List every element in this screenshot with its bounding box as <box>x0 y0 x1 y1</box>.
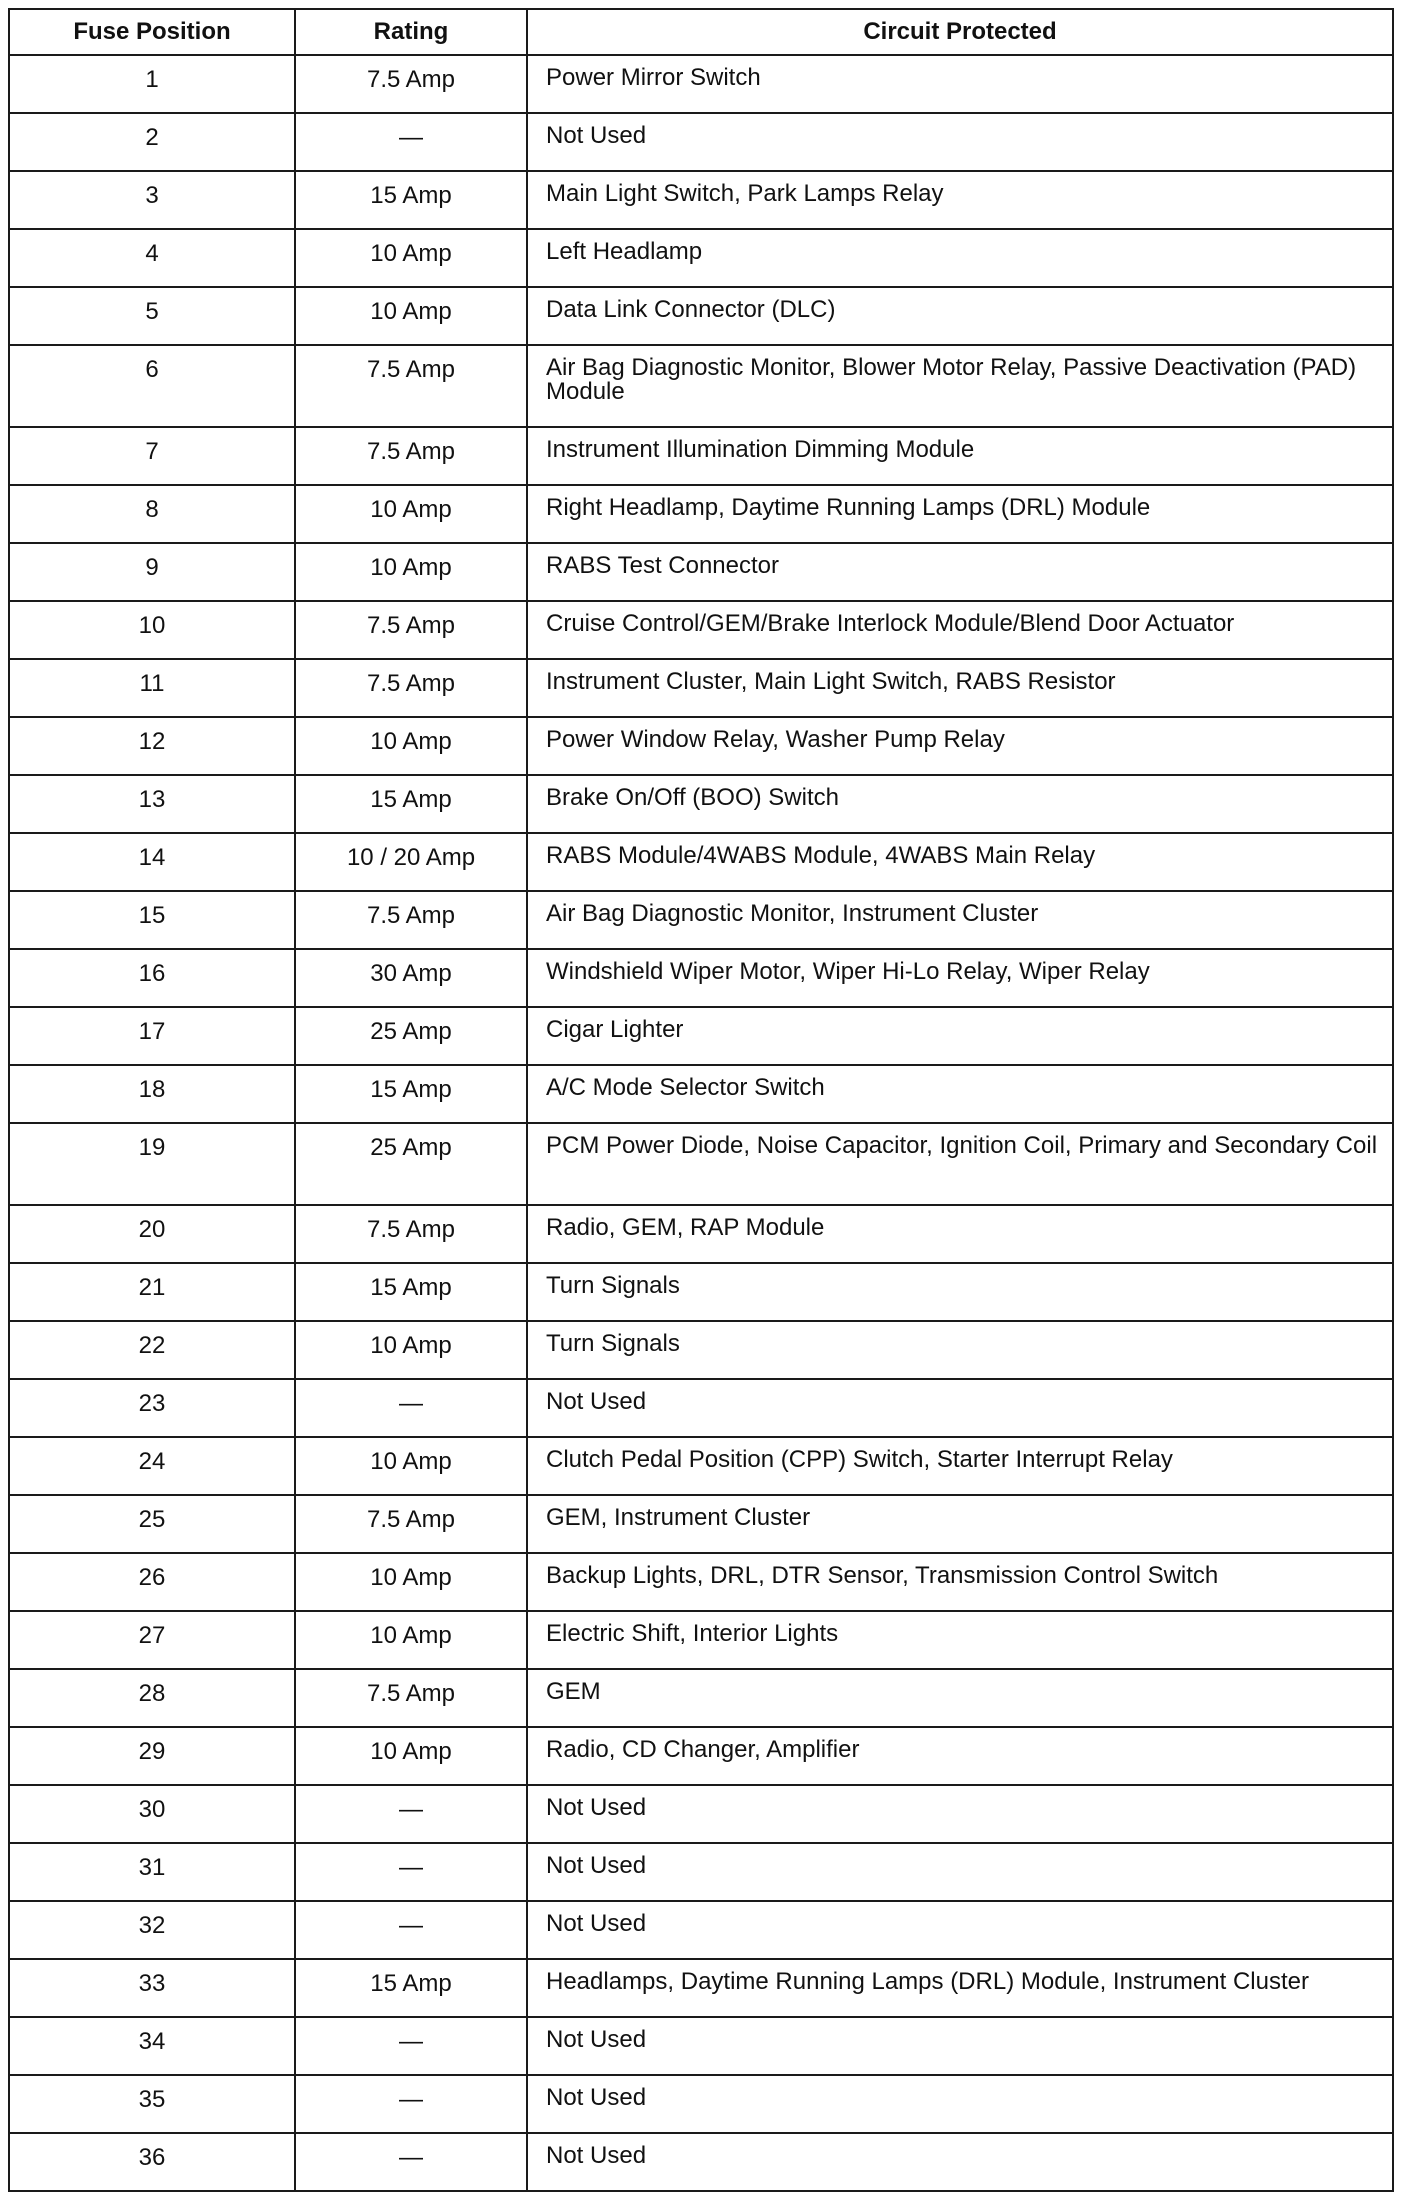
fuse-position-cell: 3 <box>9 171 295 229</box>
rating-cell: 10 Amp <box>295 229 527 287</box>
table-row <box>9 427 1393 485</box>
rating-cell: — <box>295 113 527 171</box>
fuse-position-cell: 16 <box>9 949 295 1007</box>
circuit-protected-cell: Windshield Wiper Motor, Wiper Hi-Lo Relay, Wiper Relay <box>527 949 1393 1007</box>
table-row <box>9 1437 1393 1495</box>
fuse-position-cell: 5 <box>9 287 295 345</box>
rating-cell: — <box>295 1901 527 1959</box>
rating-cell: 10 / 20 Amp <box>295 833 527 891</box>
rating-cell: — <box>295 2075 527 2133</box>
circuit-protected-cell: Headlamps, Daytime Running Lamps (DRL) Module, Instrument Cluster <box>527 1959 1393 2017</box>
fuse-position-cell: 18 <box>9 1065 295 1123</box>
circuit-protected-cell: Radio, CD Changer, Amplifier <box>527 1727 1393 1785</box>
header-fuse-position: Fuse Position <box>9 9 295 55</box>
fuse-position-cell: 1 <box>9 55 295 113</box>
rating-cell: 10 Amp <box>295 1553 527 1611</box>
rating-cell: 7.5 Amp <box>295 659 527 717</box>
table-row <box>9 2133 1393 2191</box>
table-row <box>9 229 1393 287</box>
table-row <box>9 113 1393 171</box>
circuit-protected-cell: GEM <box>527 1669 1393 1727</box>
table-row <box>9 1785 1393 1843</box>
table-header-row <box>9 9 1393 55</box>
rating-cell: 10 Amp <box>295 1727 527 1785</box>
fuse-position-cell: 33 <box>9 1959 295 2017</box>
rating-cell: 7.5 Amp <box>295 345 527 427</box>
fuse-position-cell: 34 <box>9 2017 295 2075</box>
circuit-protected-cell: Air Bag Diagnostic Monitor, Blower Motor Relay, Passive Deactivation (PAD) Module <box>527 345 1393 427</box>
circuit-protected-cell: Not Used <box>527 2017 1393 2075</box>
circuit-protected-cell: Not Used <box>527 1843 1393 1901</box>
table-row <box>9 1669 1393 1727</box>
fuse-table <box>8 8 1394 2192</box>
rating-cell: 10 Amp <box>295 1437 527 1495</box>
fuse-position-cell: 12 <box>9 717 295 775</box>
circuit-protected-cell: Not Used <box>527 2075 1393 2133</box>
fuse-position-cell: 21 <box>9 1263 295 1321</box>
fuse-position-cell: 4 <box>9 229 295 287</box>
fuse-position-cell: 30 <box>9 1785 295 1843</box>
rating-cell: — <box>295 1379 527 1437</box>
circuit-protected-cell: Not Used <box>527 1379 1393 1437</box>
table-row <box>9 949 1393 1007</box>
circuit-protected-cell: Turn Signals <box>527 1263 1393 1321</box>
fuse-position-cell: 14 <box>9 833 295 891</box>
circuit-protected-cell: Not Used <box>527 113 1393 171</box>
table-row <box>9 1007 1393 1065</box>
fuse-position-cell: 13 <box>9 775 295 833</box>
fuse-position-cell: 11 <box>9 659 295 717</box>
table-row <box>9 485 1393 543</box>
table-row <box>9 1065 1393 1123</box>
fuse-position-cell: 2 <box>9 113 295 171</box>
circuit-protected-cell: Brake On/Off (BOO) Switch <box>527 775 1393 833</box>
rating-cell: 10 Amp <box>295 717 527 775</box>
circuit-protected-cell: Not Used <box>527 1785 1393 1843</box>
fuse-position-cell: 35 <box>9 2075 295 2133</box>
fuse-position-cell: 24 <box>9 1437 295 1495</box>
table-row <box>9 345 1393 427</box>
circuit-protected-cell: Left Headlamp <box>527 229 1393 287</box>
circuit-protected-cell: Clutch Pedal Position (CPP) Switch, Starter Interrupt Relay <box>527 1437 1393 1495</box>
rating-cell: 25 Amp <box>295 1123 527 1205</box>
circuit-protected-cell: Electric Shift, Interior Lights <box>527 1611 1393 1669</box>
rating-cell: 7.5 Amp <box>295 427 527 485</box>
fuse-position-cell: 22 <box>9 1321 295 1379</box>
table-row <box>9 543 1393 601</box>
circuit-protected-cell: Instrument Illumination Dimming Module <box>527 427 1393 485</box>
fuse-position-cell: 29 <box>9 1727 295 1785</box>
table-row <box>9 1321 1393 1379</box>
rating-cell: 30 Amp <box>295 949 527 1007</box>
circuit-protected-cell: GEM, Instrument Cluster <box>527 1495 1393 1553</box>
circuit-protected-cell: Main Light Switch, Park Lamps Relay <box>527 171 1393 229</box>
fuse-position-cell: 20 <box>9 1205 295 1263</box>
rating-cell: 10 Amp <box>295 543 527 601</box>
table-row <box>9 2075 1393 2133</box>
table-row <box>9 1379 1393 1437</box>
fuse-chart-page <box>8 8 1392 2171</box>
table-row <box>9 1263 1393 1321</box>
fuse-position-cell: 15 <box>9 891 295 949</box>
rating-cell: 15 Amp <box>295 1263 527 1321</box>
fuse-position-cell: 9 <box>9 543 295 601</box>
fuse-position-cell: 25 <box>9 1495 295 1553</box>
table-row <box>9 1727 1393 1785</box>
circuit-protected-cell: Cruise Control/GEM/Brake Interlock Module/Blend Door Actuator <box>527 601 1393 659</box>
rating-cell: — <box>295 2133 527 2191</box>
table-row <box>9 891 1393 949</box>
fuse-position-cell: 31 <box>9 1843 295 1901</box>
circuit-protected-cell: Air Bag Diagnostic Monitor, Instrument Cluster <box>527 891 1393 949</box>
fuse-position-cell: 26 <box>9 1553 295 1611</box>
table-row <box>9 171 1393 229</box>
circuit-protected-cell: Cigar Lighter <box>527 1007 1393 1065</box>
rating-cell: 7.5 Amp <box>295 601 527 659</box>
table-row <box>9 1901 1393 1959</box>
circuit-protected-cell: RABS Module/4WABS Module, 4WABS Main Relay <box>527 833 1393 891</box>
table-row <box>9 659 1393 717</box>
rating-cell: 7.5 Amp <box>295 1495 527 1553</box>
fuse-position-cell: 23 <box>9 1379 295 1437</box>
table-row <box>9 1843 1393 1901</box>
fuse-position-cell: 36 <box>9 2133 295 2191</box>
rating-cell: 15 Amp <box>295 171 527 229</box>
table-row <box>9 55 1393 113</box>
table-row <box>9 1123 1393 1205</box>
table-row <box>9 601 1393 659</box>
table-body <box>9 55 1393 2191</box>
table-row <box>9 1611 1393 1669</box>
fuse-position-cell: 6 <box>9 345 295 427</box>
table-row <box>9 1205 1393 1263</box>
rating-cell: 10 Amp <box>295 485 527 543</box>
rating-cell: 7.5 Amp <box>295 1205 527 1263</box>
table-row <box>9 775 1393 833</box>
rating-cell: 7.5 Amp <box>295 55 527 113</box>
fuse-position-cell: 32 <box>9 1901 295 1959</box>
rating-cell: 10 Amp <box>295 287 527 345</box>
table-row <box>9 1959 1393 2017</box>
fuse-position-cell: 28 <box>9 1669 295 1727</box>
circuit-protected-cell: A/C Mode Selector Switch <box>527 1065 1393 1123</box>
header-rating: Rating <box>295 9 527 55</box>
circuit-protected-cell: RABS Test Connector <box>527 543 1393 601</box>
circuit-protected-cell: Turn Signals <box>527 1321 1393 1379</box>
table-row <box>9 1495 1393 1553</box>
rating-cell: 15 Amp <box>295 775 527 833</box>
table-row <box>9 287 1393 345</box>
circuit-protected-cell: Data Link Connector (DLC) <box>527 287 1393 345</box>
table-row <box>9 1553 1393 1611</box>
table-row <box>9 2017 1393 2075</box>
rating-cell: 15 Amp <box>295 1959 527 2017</box>
rating-cell: 7.5 Amp <box>295 891 527 949</box>
circuit-protected-cell: Radio, GEM, RAP Module <box>527 1205 1393 1263</box>
fuse-position-cell: 27 <box>9 1611 295 1669</box>
rating-cell: 10 Amp <box>295 1611 527 1669</box>
circuit-protected-cell: Power Mirror Switch <box>527 55 1393 113</box>
fuse-position-cell: 17 <box>9 1007 295 1065</box>
table-row <box>9 717 1393 775</box>
circuit-protected-cell: Not Used <box>527 2133 1393 2191</box>
table-row <box>9 833 1393 891</box>
rating-cell: 10 Amp <box>295 1321 527 1379</box>
rating-cell: — <box>295 1785 527 1843</box>
rating-cell: 15 Amp <box>295 1065 527 1123</box>
fuse-position-cell: 10 <box>9 601 295 659</box>
circuit-protected-cell: Power Window Relay, Washer Pump Relay <box>527 717 1393 775</box>
fuse-position-cell: 7 <box>9 427 295 485</box>
circuit-protected-cell: PCM Power Diode, Noise Capacitor, Ignition Coil, Primary and Secondary Coil <box>527 1123 1393 1205</box>
circuit-protected-cell: Right Headlamp, Daytime Running Lamps (DRL) Module <box>527 485 1393 543</box>
fuse-position-cell: 19 <box>9 1123 295 1205</box>
circuit-protected-cell: Instrument Cluster, Main Light Switch, RABS Resistor <box>527 659 1393 717</box>
header-circuit-protected: Circuit Protected <box>527 9 1393 55</box>
rating-cell: — <box>295 2017 527 2075</box>
circuit-protected-cell: Not Used <box>527 1901 1393 1959</box>
rating-cell: — <box>295 1843 527 1901</box>
circuit-protected-cell: Backup Lights, DRL, DTR Sensor, Transmission Control Switch <box>527 1553 1393 1611</box>
fuse-position-cell: 8 <box>9 485 295 543</box>
rating-cell: 25 Amp <box>295 1007 527 1065</box>
rating-cell: 7.5 Amp <box>295 1669 527 1727</box>
